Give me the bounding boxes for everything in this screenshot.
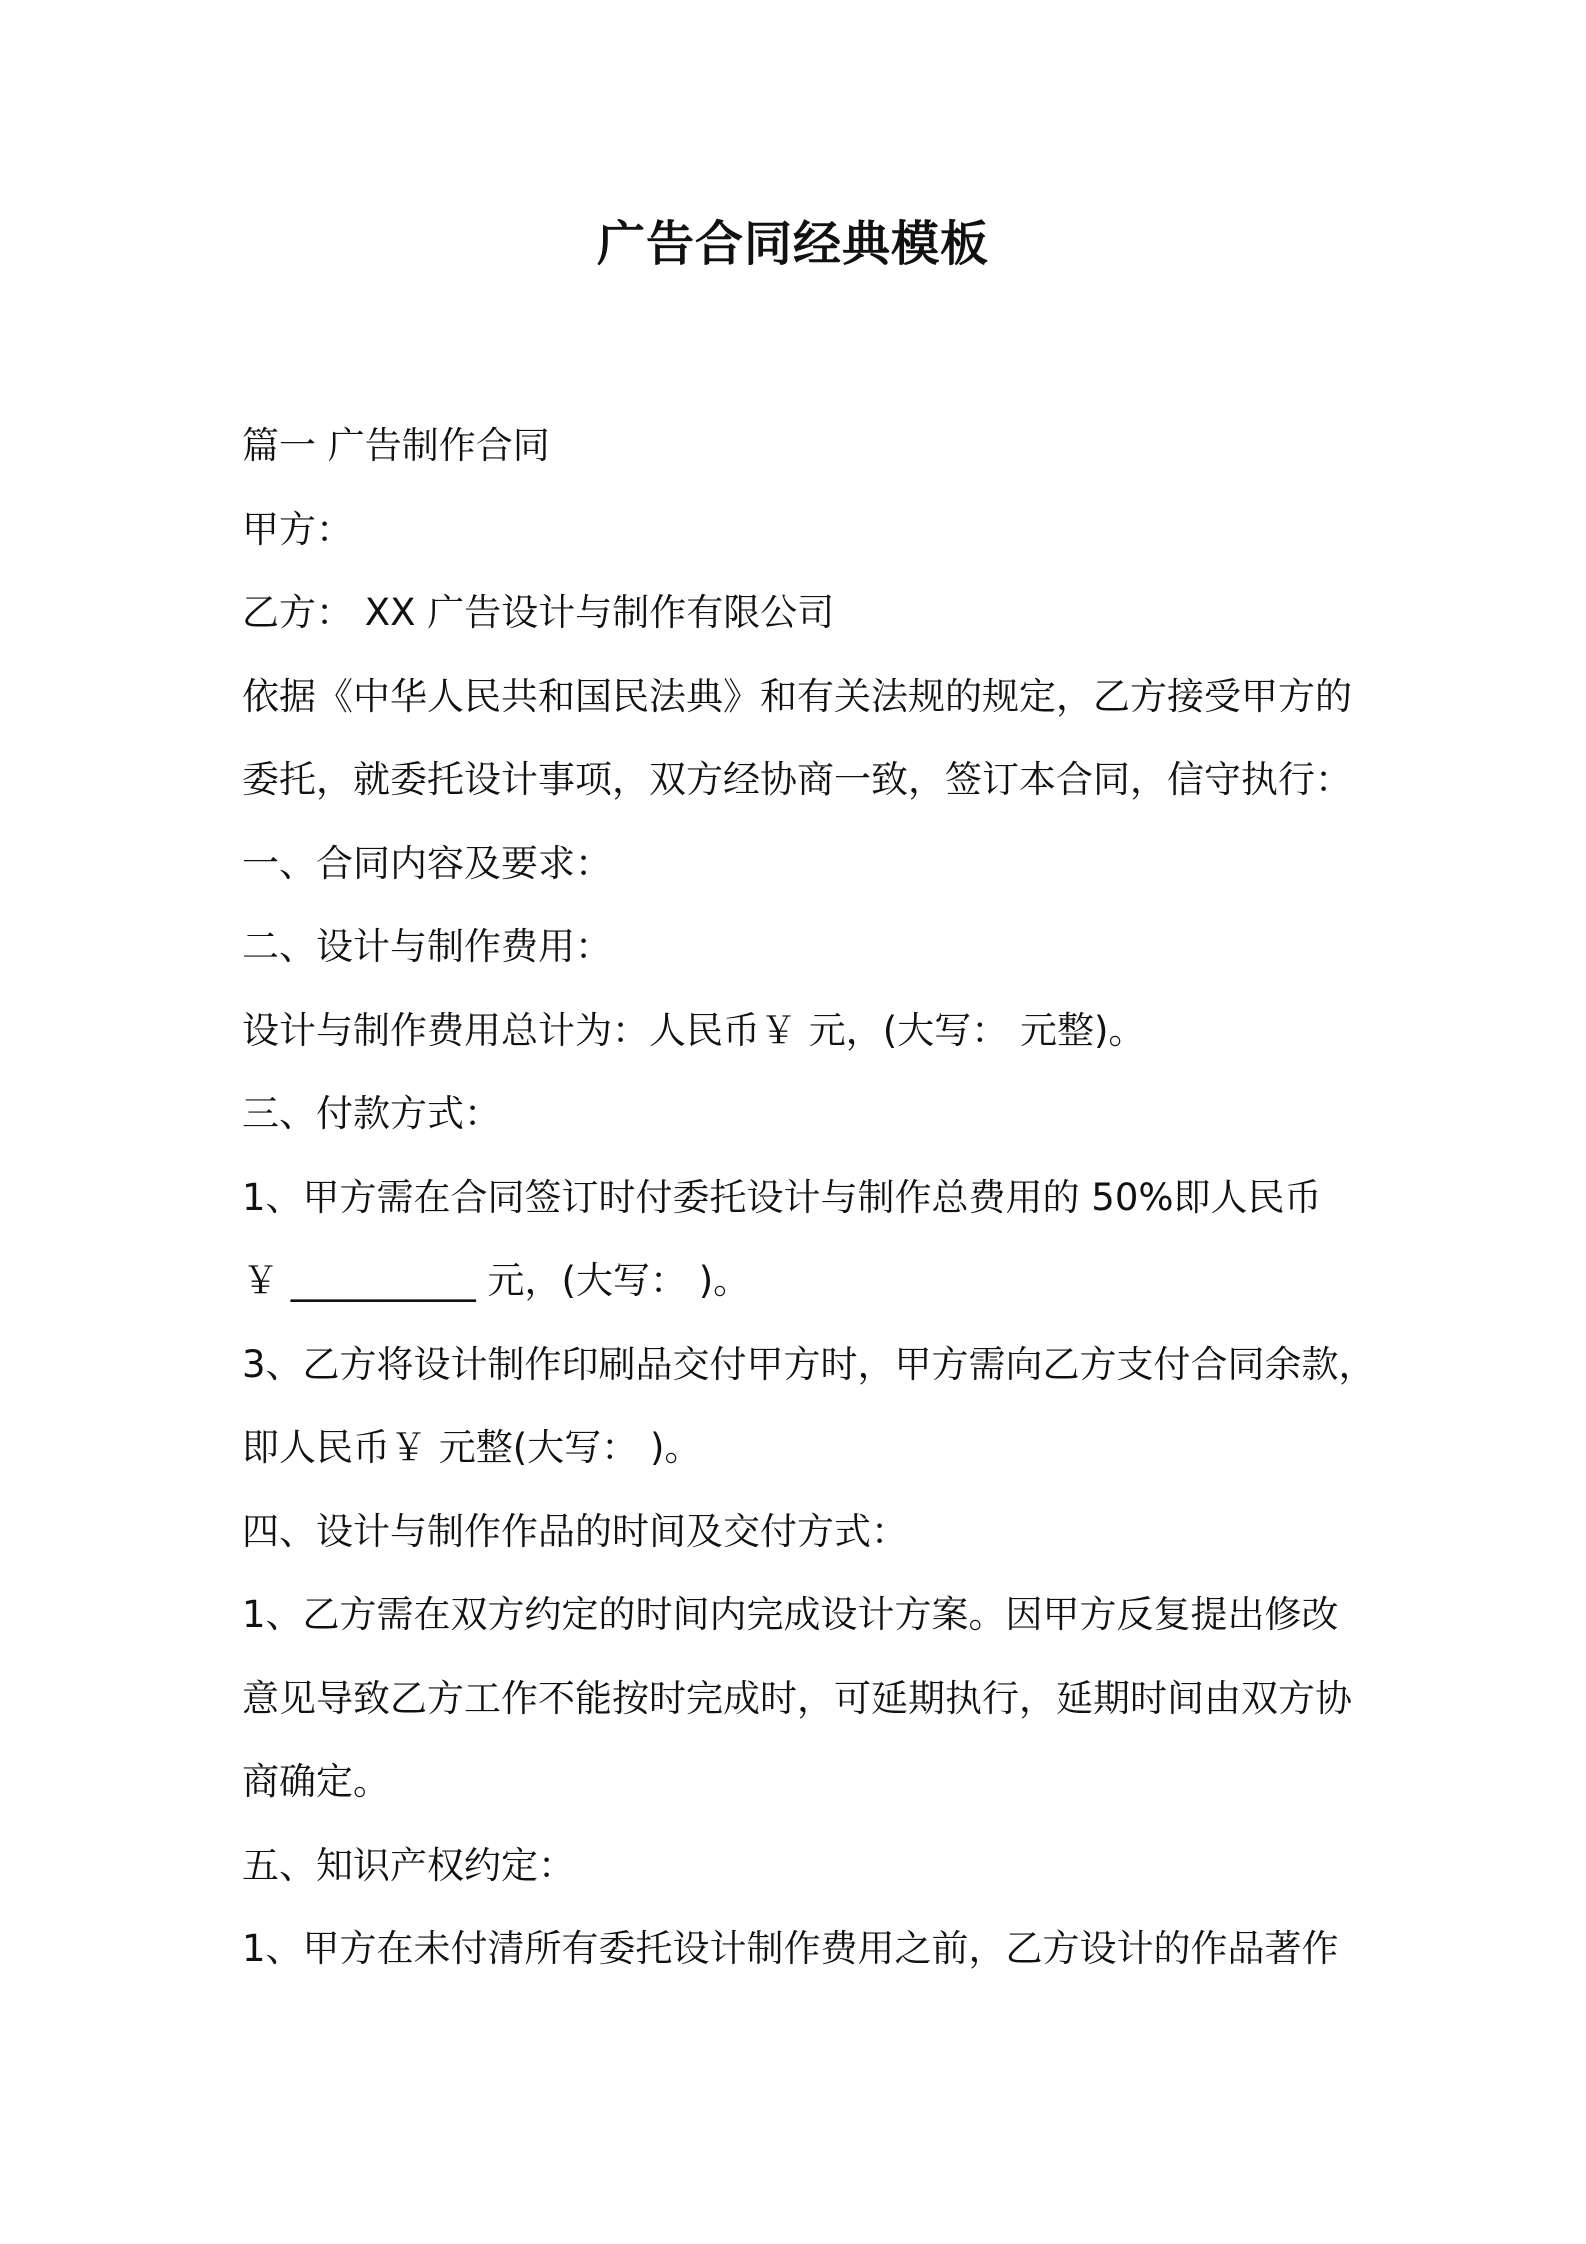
clause-heading: 五、知识产权约定： — [242, 1843, 575, 1887]
document-body — [242, 404, 1382, 1991]
paragraph-line: 委托，就委托设计事项，双方经协商一致，签订本合同，信守执行： — [242, 758, 1352, 801]
paragraph-line: ￥ __________ 元，(大写： )。 — [242, 1259, 751, 1302]
document-title: 广告合同经典模板 — [596, 216, 989, 272]
paragraph-line: 1、乙方需在双方约定的时间内完成设计方案。因甲方反复提出修改 — [242, 1593, 1339, 1636]
party-b-line: 乙方： XX 广告设计与制作有限公司 — [242, 591, 835, 634]
paragraph-line: 依据《中华人民共和国民法典》和有关法规的规定，乙方接受甲方的 — [242, 674, 1352, 718]
paragraph-line: 即人民币￥ 元整(大写： )。 — [242, 1426, 702, 1469]
clause-heading: 四、设计与制作作品的时间及交付方式： — [242, 1509, 908, 1553]
paragraph-line: 设计与制作费用总计为：人民币￥ 元，(大写： 元整)。 — [242, 1008, 1146, 1052]
paragraph-line: 3、乙方将设计制作印刷品交付甲方时，甲方需向乙方支付合同余款， — [242, 1342, 1376, 1386]
section-heading: 篇一 广告制作合同 — [242, 424, 550, 467]
clause-heading: 一、合同内容及要求： — [242, 841, 612, 885]
paragraph-line: 商确定。 — [242, 1760, 390, 1803]
party-a-line: 甲方： — [242, 507, 353, 551]
paragraph-line: 1、甲方在未付清所有委托设计制作费用之前，乙方设计的作品著作 — [242, 1927, 1339, 1970]
clause-heading: 三、付款方式： — [242, 1092, 501, 1135]
paragraph-line: 1、甲方需在合同签订时付委托设计与制作总费用的 50%即人民币 — [242, 1175, 1322, 1219]
paragraph-line: 意见导致乙方工作不能按时完成时，可延期执行，延期时间由双方协 — [242, 1676, 1352, 1720]
clause-heading: 二、设计与制作费用： — [242, 925, 612, 968]
